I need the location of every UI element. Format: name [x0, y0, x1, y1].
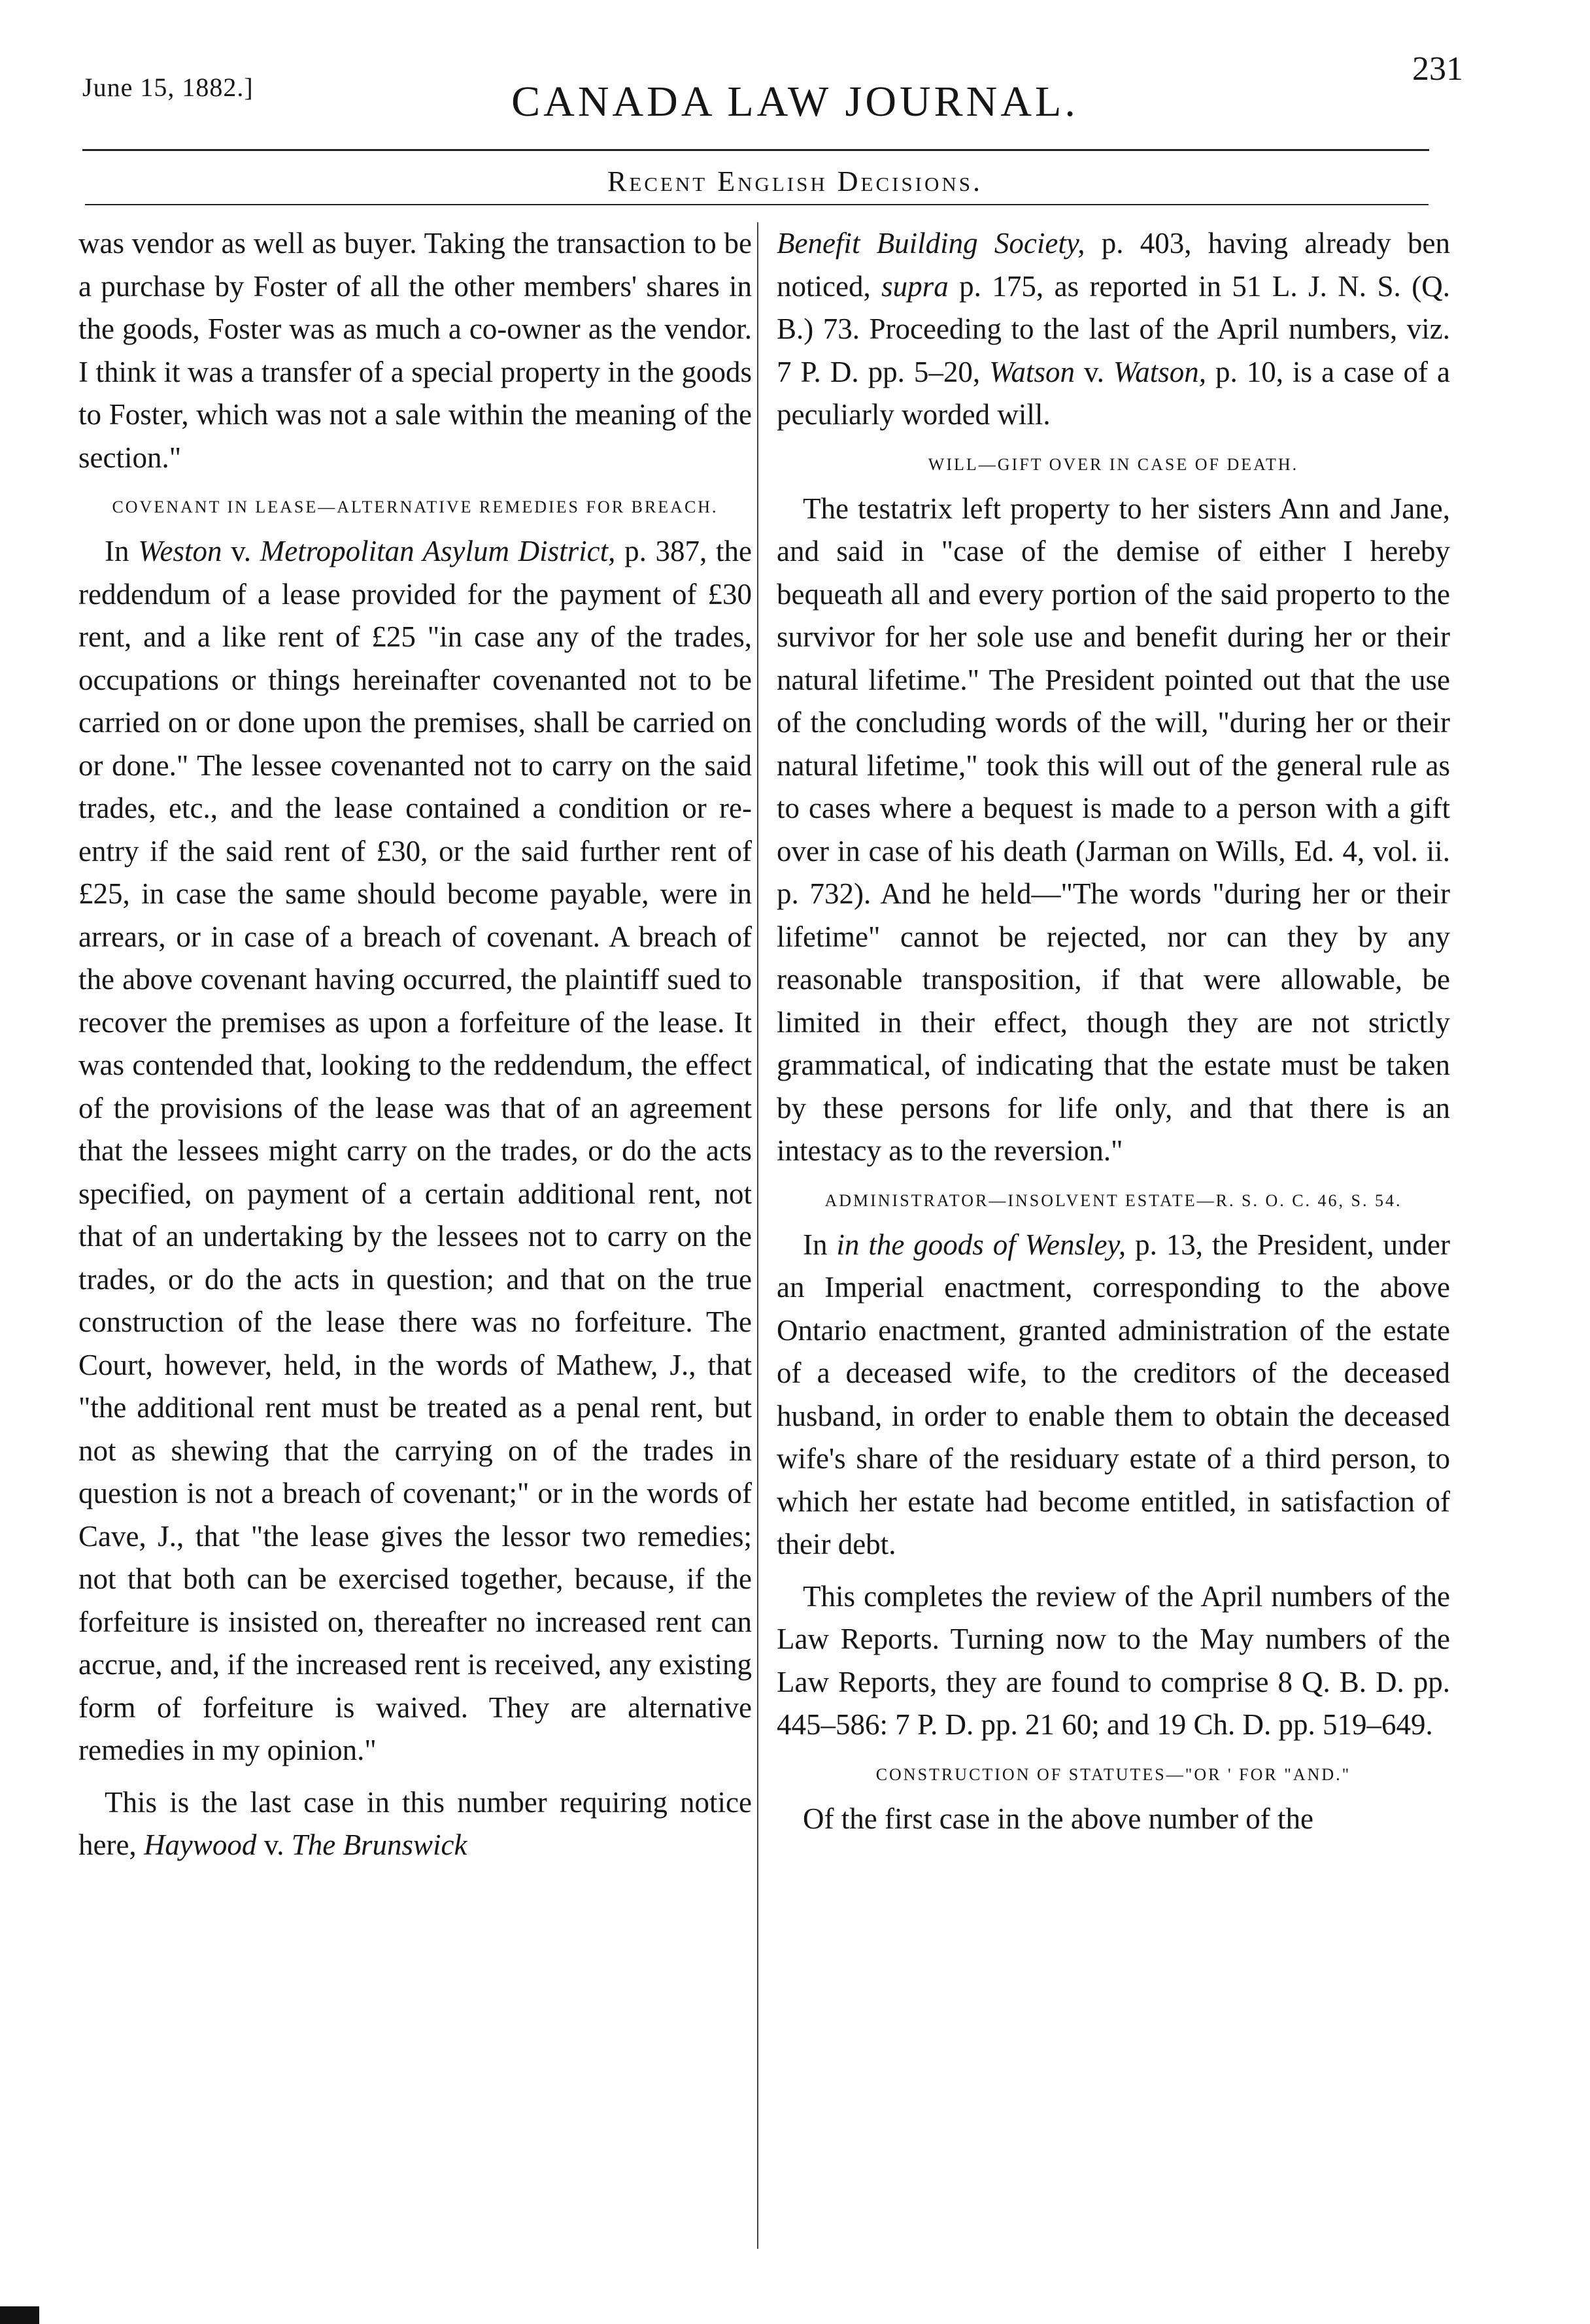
paragraph-3-body: p. 13, the President, under an Imperial enactment, corresponding to the above Ontario enactment, granted administration of the estate of a deceased wife, to the creditors of the deceased husband, in order to enable them to obtain the deceased wife's share of the residuary estate of a third person, to which her estate had become entitled, in satisfaction of their debt. — [777, 1228, 1450, 1560]
header-rule-top — [82, 149, 1429, 151]
case-name-wensley: in the goods of Wensley, — [836, 1228, 1126, 1261]
case-name-weston: Weston — [138, 535, 222, 567]
text-segment: p. 403, having already ben noticed, — [777, 227, 1450, 303]
text-in: In — [803, 1228, 837, 1261]
text-in: In — [105, 535, 139, 567]
side-heading-covenant: COVENANT IN LEASE—ALTERNATIVE REMEDIES FOR BREACH. — [112, 497, 719, 516]
text-versus: v. — [1075, 355, 1113, 388]
right-paragraph-4: This completes the review of the April numbers of the Law Reports. Turning now to the May numbers of the Law Reports, they are found to comprise 8 Q. B. D. pp. 445–586: 7 P. D. pp. 21 60; and 19 Ch. D. pp. 519–649. — [777, 1579, 1450, 1741]
case-name-benefit-building: Benefit Building Society, — [777, 227, 1085, 260]
journal-title: CANADA LAW JOURNAL. — [511, 78, 1079, 126]
text-versus: v. — [222, 535, 260, 567]
case-name-brunswick: The Brunswick — [291, 1828, 467, 1861]
left-paragraph-1: was vendor as well as buyer. Taking the transaction to be a purchase by Foster of all the other members' shares in the goods, Foster was as much a co-owner as the vendor. I think it was a transfer of a special property in the goods to Foster, which was not a sale within the meaning of the section." — [78, 227, 752, 474]
left-paragraph-2 — [78, 530, 752, 1772]
right-paragraph-5: Of the first case in the above number of the — [803, 1802, 1313, 1835]
text-segment: p. 10, is a case of a peculiarly worded will. — [777, 355, 1450, 431]
case-name-haywood: Haywood — [143, 1828, 257, 1861]
header-rule-bottom — [85, 204, 1429, 205]
side-heading-administrator: ADMINISTRATOR—INSOLVENT ESTATE—R. S. O. C. 46, S. 54. — [824, 1190, 1402, 1210]
text-segment: p. 175, as reported in 51 L. J. N. S. (Q. B.) 73. Proceeding to the last of the April numbers, viz. 7 P. D. pp. 5–20, — [777, 269, 1450, 388]
right-column — [777, 222, 1450, 1849]
section-title: Recent English Decisions. — [607, 165, 983, 197]
scan-edge-mark — [0, 2306, 39, 2324]
side-heading-construction: CONSTRUCTION OF STATUTES—"OR ' FOR "AND." — [875, 1764, 1351, 1784]
case-name-watson-1: Watson — [989, 355, 1075, 388]
paragraph-2-body: p. 387, the reddendum of a lease provided for the payment of £30 rent, and a like rent of £25 "in case any of the trades, occupations or things hereinafter covenanted not to be carried on or done upon the premises, shall be carried on or done." The lessee covenanted not to carry on the said trades, etc., and the lease contained a condition or re-entry if the said rent of £30, or the said further rent of £25, in case the same should become payable, were in arrears, or in case of a breach of covenant. A breach of the above covenant having occurred, the plaintiff sued to recover the premises as upon a forfeiture of the lease. It was contended that, looking to the reddendum, the effect of the provisions of the lease was that of an agreement that the lessees might carry on the trades, or do the acts specified, on payment of a certain additional rent, not that of an undertaking by the lessees not to carry on the trades, or do the acts in question; and that on the true construction of the lease there was no forfeiture. The Court, however, held, in the words of Mathew, J., that "the additional rent must be treated as a penal rent, but not as shewing that the carrying on of the trades in question is not a breach of covenant;" or in the words of Cave, J., that "the lease gives the lessor two remedies; not that both can be exercised together, because, if the forfeiture is insisted on, thereafter no increased rent can accrue, and, if the increased rent is received, any existing form of forfeiture is waived. They are alternative remedies in my opinion." — [78, 535, 752, 1766]
case-name-metropolitan: Metropolitan Asylum District, — [260, 535, 616, 567]
case-name-watson-2: Watson, — [1113, 355, 1206, 388]
left-column — [78, 222, 752, 1876]
column-divider — [757, 222, 758, 2249]
header-date: June 15, 1882.] — [82, 73, 254, 102]
side-heading-will: WILL—GIFT OVER IN CASE OF DEATH. — [928, 454, 1299, 474]
text-versus: v. — [256, 1828, 292, 1861]
page-number: 231 — [1412, 50, 1463, 88]
right-paragraph-3 — [777, 1224, 1450, 1566]
paragraph-3-body: This is the last case in this number requiring notice here, — [78, 1785, 752, 1861]
right-paragraph-2: The testatrix left property to her sisters Ann and Jane, and said in "case of the demise of either I hereby bequeath all and every portion of the said properto to the survivor for her sole use and benefit during her or their natural lifetime." The President pointed out that the use of the concluding words of the will, "during her or their natural lifetime," took this will out of the general rule as to cases where a bequest is made to a person with a gift over in case of his death (Jarman on Wills, Ed. 4, vol. ii. p. 732). And he held—"The words "during her or their lifetime" cannot be rejected, nor can they by any reasonable transposition, if that were allowable, be limited in their effect, though they are not strictly grammatical, of indicating that the estate must be taken by these persons for life only, and that there is an intestacy as to the reversion." — [777, 492, 1450, 1167]
supra-word: supra — [881, 269, 949, 303]
left-paragraph-3 — [78, 1781, 752, 1867]
right-paragraph-1 — [777, 222, 1450, 437]
